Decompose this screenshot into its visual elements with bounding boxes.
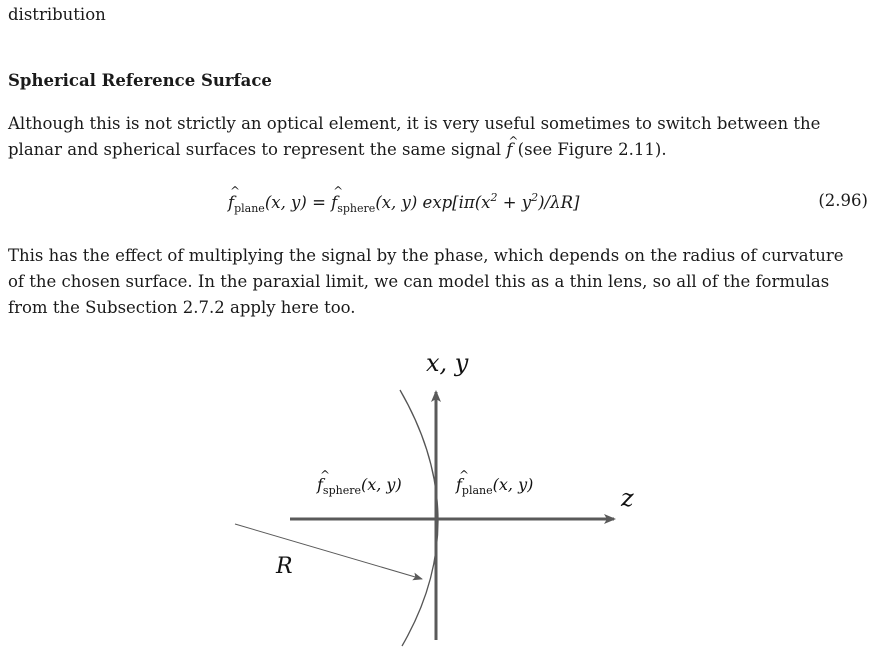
eq-f-lhs: ^ f bbox=[228, 193, 234, 212]
sphere-f: f bbox=[317, 475, 323, 494]
plane-f: f bbox=[456, 475, 462, 494]
plane-args: (x, y) bbox=[492, 475, 534, 494]
para2-line1: This has the effect of multiplying the signal by the phase, which depends on the radius of curvature bbox=[8, 246, 844, 265]
equation-number: (2.96) bbox=[818, 191, 868, 210]
lead-fragment: distribution bbox=[8, 5, 106, 24]
eq-rhs-args: (x, y) exp[iπ(x bbox=[375, 193, 491, 212]
eq-sup1: 2 bbox=[490, 191, 498, 204]
horizontal-axis-label: z bbox=[621, 484, 634, 512]
radius-label: R bbox=[276, 554, 293, 579]
eq-middle: + y bbox=[497, 193, 532, 212]
sphere-args: (x, y) bbox=[360, 475, 402, 494]
section-heading: Spherical Reference Surface bbox=[8, 71, 272, 90]
plane-hat: ^ bbox=[459, 468, 470, 482]
eq-sup2: 2 bbox=[531, 191, 539, 204]
eq-rhs-sub: sphere bbox=[337, 202, 376, 215]
sphere-hat: ^ bbox=[320, 468, 331, 482]
eq-f-rhs: ^ f bbox=[331, 193, 337, 212]
para2-line3: from the Subsection 2.7.2 apply here too. bbox=[8, 298, 356, 317]
para1-line2-a: planar and spherical surfaces to represent the same signal bbox=[8, 140, 507, 159]
vertical-axis-label: x, y bbox=[426, 349, 469, 377]
sphere-sub: sphere bbox=[322, 484, 361, 497]
plane-sub: plane bbox=[461, 484, 493, 497]
eq-tail: )/λR] bbox=[538, 193, 580, 212]
signal-symbol: ^ f bbox=[506, 137, 512, 163]
radius-arrow bbox=[235, 524, 422, 579]
eq-lhs-sub: plane bbox=[234, 202, 265, 215]
eq-lhs-args: (x, y) = bbox=[264, 193, 332, 212]
para2-line2: of the chosen surface. In the paraxial limit, we can model this as a thin lens, so all of the formulas bbox=[8, 272, 830, 291]
para1-line2-b: (see Figure 2.11). bbox=[512, 140, 667, 159]
para1-line1: Although this is not strictly an optical element, it is very useful sometimes to switch between the bbox=[8, 114, 821, 133]
